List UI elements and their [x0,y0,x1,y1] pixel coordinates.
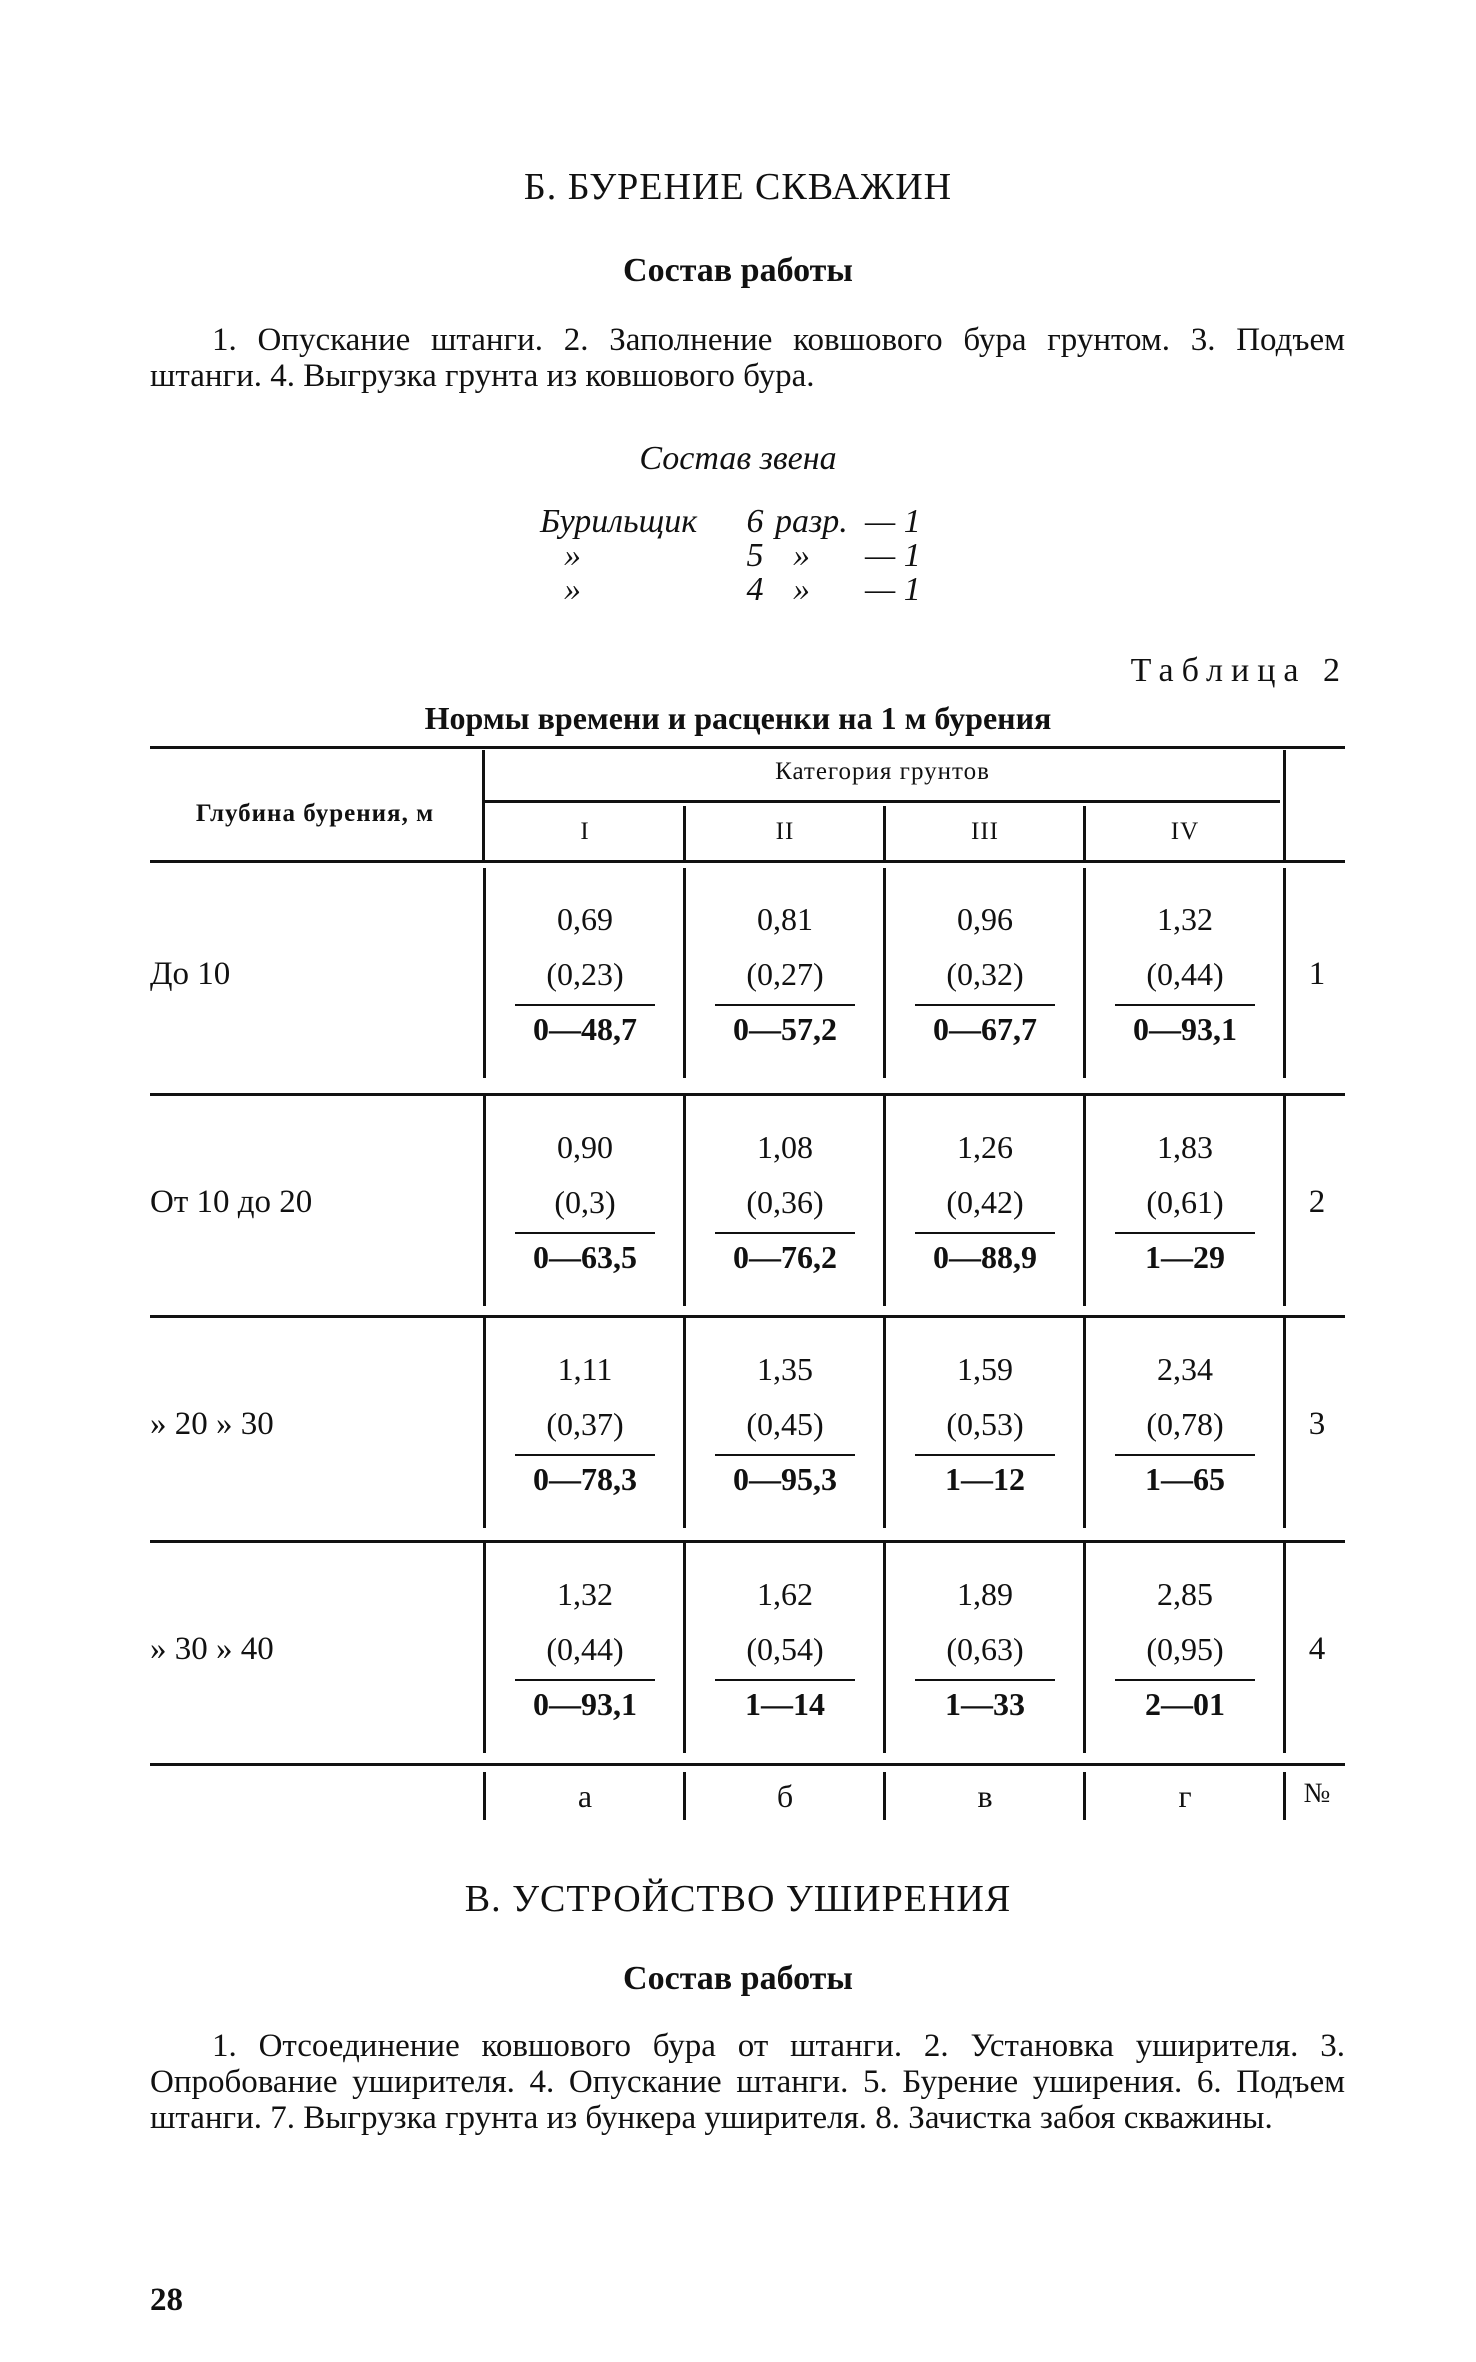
row-rule [150,1540,1345,1543]
section-b-work-text [150,322,1345,394]
depth-header: Глубина бурения, м [195,800,435,827]
depth-label: » 30 » 40 [150,1631,274,1667]
cell-price: 1—12 [945,1461,1025,1497]
crew-unit: » [793,537,810,574]
crew-name: » [564,537,581,574]
row-rule [150,1763,1345,1766]
fraction-bar [715,1454,855,1456]
category-label: II [775,818,795,845]
cell-price: 0—88,9 [933,1239,1037,1275]
section-b-work-text-content: 1. Опускание штанги. 2. Заполнение ковшового бура грунтом. 3. Подъем штанги. 4. Выгрузка грунта из ковшового бура. [150,322,1345,394]
crew-name: Бурильщик [540,503,698,540]
fraction-bar [515,1679,655,1681]
cell-time: 1,08 [757,1129,813,1165]
crew-row [540,505,945,539]
cell-alt: (0,44) [1146,956,1224,992]
cell-time: 1,83 [1157,1129,1213,1165]
crew-unit: » [793,571,810,608]
crew-count: — 1 [865,571,921,608]
crew-count: — 1 [865,503,921,540]
row-number: 1 [1308,956,1326,992]
crew-row [540,573,945,607]
row-number: 4 [1308,1631,1326,1667]
cell-price: 0—48,7 [533,1011,637,1047]
cell-time: 0,96 [957,901,1013,937]
cell-alt: (0,23) [546,956,624,992]
fraction-bar [715,1232,855,1234]
section-b-title: Б. БУРЕНИЕ СКВАЖИН [523,166,953,208]
cell-alt: (0,78) [1146,1406,1224,1442]
fraction-bar [1115,1679,1255,1681]
cell-price: 0—67,7 [933,1011,1037,1047]
fraction-bar [715,1004,855,1006]
cell-price: 0—57,2 [733,1011,837,1047]
cell-alt: (0,37) [546,1406,624,1442]
cell-time: 1,26 [957,1129,1013,1165]
column-letter: б [776,1778,794,1814]
cell-price: 0—93,1 [533,1686,637,1722]
column-letter: в [977,1778,993,1814]
category-label: IV [1170,818,1200,845]
section-c-title: В. УСТРОЙСТВО УШИРЕНИЯ [464,1878,1012,1920]
category-header-rule [485,800,1280,803]
cell-alt: (0,44) [546,1631,624,1667]
fraction-bar [1115,1232,1255,1234]
cell-price: 1—65 [1145,1461,1225,1497]
column-letter: г [1178,1778,1192,1814]
cell-time: 1,32 [1157,901,1213,937]
fraction-bar [515,1004,655,1006]
crew-row [540,539,945,573]
cell-time: 1,89 [957,1576,1013,1612]
table-top-rule [150,746,1345,749]
cell-price: 0—63,5 [533,1239,637,1275]
cell-time: 1,59 [957,1351,1013,1387]
fraction-bar [1115,1454,1255,1456]
cell-price: 1—33 [945,1686,1025,1722]
section-c-work-text [150,2028,1345,2136]
category-label: III [971,818,999,845]
fraction-bar [515,1232,655,1234]
cell-alt: (0,95) [1146,1631,1224,1667]
crew-grade: 6 [746,503,764,540]
section-c-work-heading: Состав работы [623,1960,853,1997]
row-number: 3 [1308,1406,1326,1442]
depth-label: До 10 [150,956,231,992]
cell-price: 2—01 [1145,1686,1225,1722]
cell-time: 0,69 [557,901,613,937]
cell-price: 0—93,1 [1133,1011,1237,1047]
cell-price: 0—78,3 [533,1461,637,1497]
cell-time: 1,35 [757,1351,813,1387]
row-rule [150,1315,1345,1318]
cell-alt: (0,36) [746,1184,824,1220]
cell-time: 0,90 [557,1129,613,1165]
cell-alt: (0,27) [746,956,824,992]
crew-table [540,505,945,607]
column-letter: а [577,1778,593,1814]
cell-time: 0,81 [757,901,813,937]
cell-time: 1,62 [757,1576,813,1612]
table-title: Нормы времени и расценки на 1 м бурения [424,700,1052,736]
cell-alt: (0,54) [746,1631,824,1667]
crew-name: » [564,571,581,608]
cell-price: 0—95,3 [733,1461,837,1497]
cell-alt: (0,53) [946,1406,1024,1442]
fraction-bar [1115,1004,1255,1006]
cell-alt: (0,42) [946,1184,1024,1220]
cell-alt: (0,63) [946,1631,1024,1667]
fraction-bar [915,1232,1055,1234]
cell-price: 1—29 [1145,1239,1225,1275]
cell-alt: (0,61) [1146,1184,1224,1220]
cell-time: 2,85 [1157,1576,1213,1612]
number-sign: № [1303,1778,1331,1809]
cell-time: 1,32 [557,1576,613,1612]
row-rule [150,1093,1345,1096]
cell-alt: (0,32) [946,956,1024,992]
cell-time: 1,11 [557,1351,613,1387]
cell-time: 2,34 [1157,1351,1213,1387]
category-header: Категория грунтов [775,758,990,785]
section-b-work-heading: Состав работы [623,252,853,289]
page-number: 28 [150,2282,183,2318]
section-c-work-text-content: 1. Отсоединение ковшового бура от штанги. 2. Установка уширителя. 3. Опробование уширителя. 4. Опускание штанги. 5. Бурение уширения. 6. Подъем штанги. 7. Выгрузка грунта из бункера уширителя. 8. Зачистка забоя скважины. [150,2028,1345,2136]
cell-price: 1—14 [745,1686,825,1722]
crew-grade: 4 [746,571,764,608]
crew-count: — 1 [865,537,921,574]
depth-label: » 20 » 30 [150,1406,274,1442]
cell-alt: (0,45) [746,1406,824,1442]
category-label: I [580,818,590,845]
header-bottom-rule [150,860,1345,863]
fraction-bar [915,1004,1055,1006]
fraction-bar [515,1454,655,1456]
fraction-bar [915,1454,1055,1456]
crew-heading: Состав звена [639,440,837,477]
cell-price: 0—76,2 [733,1239,837,1275]
cell-alt: (0,3) [554,1184,616,1220]
row-number: 2 [1308,1184,1326,1220]
fraction-bar [715,1679,855,1681]
crew-unit: разр. [775,503,848,540]
crew-grade: 5 [746,537,764,574]
table-label: Таблица 2 [1130,652,1348,689]
depth-label: От 10 до 20 [150,1184,313,1220]
fraction-bar [915,1679,1055,1681]
